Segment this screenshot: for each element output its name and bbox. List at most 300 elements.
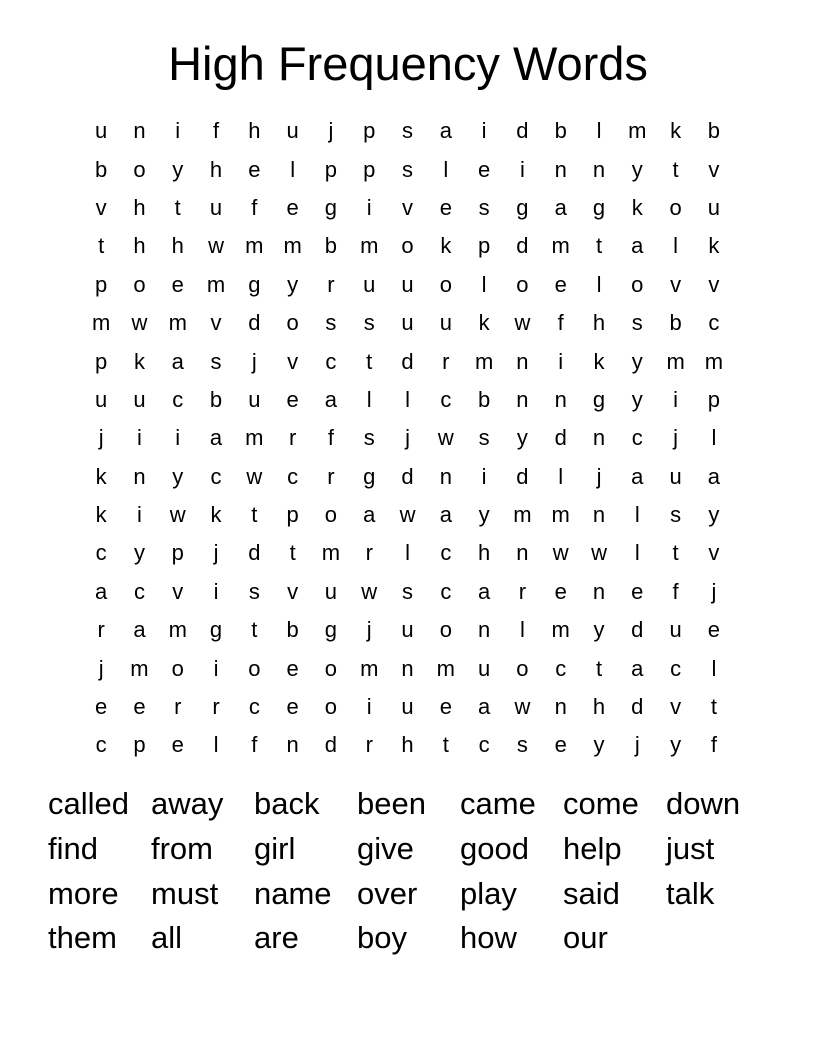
grid-letter: n <box>592 425 606 451</box>
grid-letter: v <box>95 194 107 220</box>
grid-row <box>82 726 733 764</box>
grid-letter: e <box>631 578 644 604</box>
grid-row <box>82 266 733 304</box>
grid-letter: g <box>363 463 376 489</box>
grid-letter: n <box>133 118 146 144</box>
grid-letter: c <box>555 655 567 681</box>
word-list-item: talk <box>666 875 715 911</box>
grid-letter: l <box>213 732 219 758</box>
grid-letter: r <box>327 463 335 489</box>
grid-letter: c <box>440 386 452 412</box>
grid-letter: o <box>439 271 452 297</box>
grid-letter: y <box>133 540 145 566</box>
grid-letter: m <box>628 118 647 144</box>
grid-letter: k <box>440 233 452 259</box>
grid-letter: p <box>363 156 376 182</box>
word-list-row <box>48 827 769 872</box>
grid-letter: o <box>516 655 529 681</box>
word-list-item: must <box>151 875 219 911</box>
grid-row <box>82 189 733 227</box>
grid-letter: o <box>324 694 338 720</box>
grid-letter: w <box>169 502 186 528</box>
grid-letter: k <box>593 348 605 374</box>
grid-letter: n <box>286 732 299 758</box>
grid-letter: s <box>248 578 260 604</box>
grid-letter: e <box>554 271 567 297</box>
grid-letter: i <box>175 118 181 144</box>
grid-letter: h <box>133 233 146 259</box>
grid-letter: c <box>631 425 643 451</box>
grid-letter: o <box>248 655 261 681</box>
grid-letter: v <box>670 694 682 720</box>
grid-letter: v <box>172 578 184 604</box>
grid-letter: e <box>286 694 299 720</box>
grid-letter: d <box>324 732 338 758</box>
grid-letter: a <box>439 502 452 528</box>
grid-letter: c <box>248 694 260 720</box>
grid-letter: j <box>328 118 334 144</box>
grid-letter: r <box>97 617 105 643</box>
grid-letter: i <box>213 578 219 604</box>
grid-letter: h <box>248 118 261 144</box>
grid-letter: n <box>592 156 606 182</box>
grid-letter: l <box>443 156 449 182</box>
word-list-item: play <box>460 875 517 911</box>
grid-letter: e <box>171 732 184 758</box>
grid-letter: o <box>324 502 338 528</box>
grid-letter: n <box>401 655 414 681</box>
grid-letter: h <box>592 310 606 336</box>
word-list-item: name <box>254 875 332 911</box>
word-list-item: are <box>254 920 299 956</box>
grid-letter: p <box>95 271 108 297</box>
grid-letter: m <box>245 425 264 451</box>
grid-letter: y <box>287 271 299 297</box>
grid-letter: d <box>554 425 567 451</box>
grid-letter: l <box>711 655 717 681</box>
grid-letter: s <box>478 194 490 220</box>
grid-letter: f <box>212 118 220 144</box>
grid-letter: k <box>95 502 107 528</box>
grid-letter: l <box>405 386 410 412</box>
grid-letter: e <box>286 194 299 220</box>
grid-letter: v <box>670 271 682 297</box>
grid-letter: d <box>248 310 261 336</box>
word-list-item: said <box>563 875 620 911</box>
grid-letter: m <box>168 310 187 336</box>
grid-letter: a <box>707 463 721 489</box>
grid-letter: m <box>474 348 494 374</box>
grid-letter: b <box>286 617 299 643</box>
grid-letter: s <box>363 425 375 451</box>
grid-letter: s <box>325 310 337 336</box>
grid-letter: u <box>707 194 721 220</box>
page-title: High Frequency Words <box>168 37 648 90</box>
word-list-item: down <box>666 786 741 821</box>
grid-letter: l <box>673 233 679 259</box>
grid-letter: l <box>711 425 717 451</box>
grid-letter: a <box>324 386 338 412</box>
grid-letter: b <box>324 233 338 259</box>
grid-letter: a <box>133 617 146 643</box>
grid-letter: u <box>95 118 108 144</box>
grid-letter: w <box>246 463 263 489</box>
word-list-item: good <box>460 830 529 866</box>
grid-letter: m <box>245 233 264 259</box>
grid-letter: d <box>631 694 644 720</box>
grid-letter: t <box>98 233 105 259</box>
grid-letter: s <box>402 578 414 604</box>
grid-row <box>82 227 733 265</box>
grid-letter: e <box>95 694 108 720</box>
grid-letter: y <box>670 732 682 758</box>
grid-letter: a <box>171 348 184 374</box>
grid-letter: t <box>595 655 603 681</box>
grid-letter: r <box>365 540 373 566</box>
grid-letter: i <box>481 463 487 489</box>
grid-letter: i <box>519 156 525 182</box>
grid-letter: s <box>478 425 490 451</box>
word-list-item: find <box>48 830 98 866</box>
grid-letter: j <box>673 425 679 451</box>
grid-letter: m <box>206 271 226 297</box>
word-list-item: boy <box>357 920 407 956</box>
grid-letter: a <box>554 194 567 220</box>
grid-letter: p <box>324 156 338 182</box>
grid-letter: n <box>516 348 529 374</box>
grid-letter: l <box>366 386 372 412</box>
grid-letter: a <box>631 463 644 489</box>
grid-letter: n <box>439 463 452 489</box>
word-list-row <box>48 782 769 827</box>
grid-letter: f <box>251 732 258 758</box>
grid-row <box>82 458 733 496</box>
grid-letter: a <box>363 502 376 528</box>
grid-letter: f <box>710 732 717 758</box>
word-list-row <box>48 916 769 961</box>
grid-letter: o <box>133 271 146 297</box>
grid-letter: k <box>708 233 720 259</box>
grid-letter: m <box>321 540 341 566</box>
grid-letter: h <box>401 732 414 758</box>
grid-letter: m <box>436 655 455 681</box>
grid-letter: j <box>634 732 640 758</box>
grid-letter: n <box>133 463 146 489</box>
grid-letter: t <box>672 540 679 566</box>
grid-letter: a <box>439 118 452 144</box>
grid-letter: w <box>514 310 531 336</box>
grid-letter: d <box>248 540 261 566</box>
grid-row <box>82 534 733 572</box>
grid-row <box>82 611 733 649</box>
grid-letter: a <box>209 425 223 451</box>
grid-letter: v <box>402 194 414 220</box>
grid-letter: u <box>95 386 108 412</box>
grid-row <box>82 112 733 150</box>
grid-letter: e <box>248 156 261 182</box>
word-search-grid <box>82 112 733 765</box>
grid-letter: f <box>327 425 334 451</box>
grid-letter: m <box>360 655 379 681</box>
grid-letter: r <box>365 732 373 758</box>
grid-row <box>82 304 733 342</box>
grid-letter: t <box>251 502 258 528</box>
grid-letter: e <box>286 655 299 681</box>
word-list-item: from <box>151 830 213 866</box>
word-list-item: help <box>563 830 622 866</box>
grid-letter: n <box>554 694 567 720</box>
grid-letter: w <box>514 694 531 720</box>
grid-letter: m <box>551 617 570 643</box>
grid-letter: u <box>324 578 338 604</box>
grid-letter: y <box>593 732 605 758</box>
grid-letter: c <box>478 732 490 758</box>
grid-letter: e <box>439 194 452 220</box>
grid-letter: m <box>283 233 302 259</box>
grid-letter: e <box>133 694 146 720</box>
grid-letter: l <box>290 156 296 182</box>
grid-letter: u <box>401 617 414 643</box>
grid-letter: t <box>442 732 449 758</box>
grid-letter: g <box>516 194 529 220</box>
grid-letter: d <box>516 118 529 144</box>
grid-letter: s <box>402 118 414 144</box>
grid-letter: f <box>251 194 258 220</box>
grid-letter: v <box>210 310 222 336</box>
grid-letter: m <box>91 310 111 336</box>
grid-letter: r <box>174 694 182 720</box>
grid-letter: i <box>366 694 372 720</box>
word-list-item: our <box>563 920 608 956</box>
grid-letter: u <box>401 694 414 720</box>
grid-letter: b <box>95 156 108 182</box>
grid-letter: j <box>251 348 257 374</box>
grid-letter: b <box>477 386 491 412</box>
grid-letter: w <box>399 502 416 528</box>
grid-letter: v <box>708 156 720 182</box>
grid-letter: u <box>286 118 299 144</box>
grid-letter: s <box>631 310 643 336</box>
grid-letter: w <box>552 540 569 566</box>
grid-letter: u <box>669 617 682 643</box>
grid-letter: g <box>209 617 223 643</box>
grid-letter: y <box>708 502 720 528</box>
grid-letter: i <box>213 655 219 681</box>
grid-letter: s <box>402 156 414 182</box>
grid-letter: k <box>478 310 490 336</box>
grid-letter: i <box>175 425 181 451</box>
grid-row <box>82 649 733 687</box>
word-list-item: all <box>151 920 183 956</box>
grid-letter: n <box>554 156 567 182</box>
grid-letter: j <box>596 463 602 489</box>
grid-letter: u <box>248 386 261 412</box>
grid-letter: b <box>669 310 682 336</box>
grid-letter: n <box>516 540 529 566</box>
grid-letter: c <box>287 463 299 489</box>
grid-row <box>82 150 733 188</box>
grid-letter: c <box>708 310 720 336</box>
grid-letter: j <box>366 617 372 643</box>
grid-letter: t <box>710 694 717 720</box>
grid-letter: a <box>631 655 644 681</box>
grid-letter: u <box>477 655 491 681</box>
grid-letter: r <box>288 425 297 451</box>
grid-letter: b <box>554 118 567 144</box>
word-list-item: just <box>666 830 715 866</box>
word-list-item: been <box>357 786 426 821</box>
grid-letter: r <box>212 694 220 720</box>
grid-letter: f <box>557 310 564 336</box>
grid-letter: k <box>133 348 145 374</box>
grid-letter: u <box>209 194 223 220</box>
grid-letter: y <box>593 617 605 643</box>
grid-letter: g <box>324 194 338 220</box>
grid-letter: l <box>519 617 525 643</box>
grid-letter: m <box>513 502 532 528</box>
grid-letter: h <box>477 540 491 566</box>
grid-letter: s <box>363 310 375 336</box>
grid-letter: v <box>287 348 299 374</box>
grid-letter: c <box>440 578 452 604</box>
grid-letter: p <box>477 233 491 259</box>
grid-letter: m <box>130 655 149 681</box>
grid-letter: e <box>477 156 491 182</box>
grid-letter: l <box>596 271 602 297</box>
grid-letter: y <box>631 348 643 374</box>
grid-letter: s <box>516 732 528 758</box>
grid-letter: b <box>209 386 223 412</box>
word-list-row <box>48 872 769 917</box>
grid-letter: i <box>481 118 487 144</box>
grid-letter: w <box>131 310 148 336</box>
grid-letter: o <box>516 271 529 297</box>
grid-letter: p <box>707 386 721 412</box>
grid-letter: p <box>133 732 146 758</box>
grid-letter: c <box>172 386 184 412</box>
grid-letter: n <box>554 386 567 412</box>
grid-letter: i <box>558 348 564 374</box>
grid-letter: w <box>591 540 607 566</box>
grid-letter: m <box>666 348 685 374</box>
word-list-item: came <box>460 786 536 821</box>
grid-letter: i <box>673 386 679 412</box>
grid-letter: c <box>95 732 107 758</box>
word-list-item: away <box>151 786 224 821</box>
grid-letter: r <box>442 348 450 374</box>
grid-letter: k <box>95 463 107 489</box>
grid-letter: y <box>478 502 490 528</box>
grid-letter: l <box>558 463 564 489</box>
grid-letter: d <box>516 463 529 489</box>
grid-letter: d <box>516 233 529 259</box>
grid-letter: m <box>551 502 570 528</box>
grid-letter: w <box>361 578 378 604</box>
grid-letter: m <box>704 348 724 374</box>
grid-letter: c <box>325 348 337 374</box>
grid-letter: c <box>133 578 145 604</box>
grid-row <box>82 688 733 726</box>
grid-letter: k <box>631 194 643 220</box>
grid-letter: d <box>401 348 414 374</box>
grid-letter: l <box>596 118 602 144</box>
grid-letter: g <box>248 271 261 297</box>
grid-letter: b <box>707 118 721 144</box>
grid-letter: c <box>210 463 222 489</box>
grid-letter: y <box>631 386 643 412</box>
word-list-item: them <box>48 920 117 956</box>
grid-row <box>82 342 733 380</box>
grid-letter: k <box>670 118 682 144</box>
grid-letter: d <box>401 463 414 489</box>
grid-letter: t <box>174 194 181 220</box>
word-list-item: how <box>460 920 517 956</box>
grid-letter: p <box>171 540 184 566</box>
grid-row <box>82 419 733 457</box>
grid-letter: c <box>440 540 452 566</box>
grid-letter: j <box>213 540 219 566</box>
grid-letter: o <box>133 156 146 182</box>
grid-letter: r <box>327 271 335 297</box>
grid-letter: e <box>707 617 721 643</box>
grid-letter: h <box>133 194 146 220</box>
grid-letter: o <box>669 194 682 220</box>
grid-letter: o <box>401 233 414 259</box>
grid-letter: g <box>592 386 606 412</box>
grid-letter: v <box>287 578 299 604</box>
grid-letter: k <box>210 502 222 528</box>
grid-letter: f <box>672 578 679 604</box>
grid-letter: j <box>405 425 410 451</box>
grid-letter: p <box>95 348 108 374</box>
grid-letter: l <box>634 502 640 528</box>
grid-letter: u <box>669 463 682 489</box>
grid-letter: w <box>208 233 224 259</box>
grid-letter: y <box>172 463 184 489</box>
grid-letter: e <box>554 578 567 604</box>
grid-letter: d <box>631 617 644 643</box>
grid-letter: u <box>363 271 376 297</box>
grid-letter: l <box>405 540 410 566</box>
grid-letter: t <box>595 233 603 259</box>
word-list-item: called <box>48 786 129 821</box>
grid-letter: u <box>133 386 146 412</box>
grid-letter: u <box>439 310 452 336</box>
grid-row <box>82 496 733 534</box>
grid-letter: o <box>324 655 338 681</box>
grid-letter: e <box>439 694 452 720</box>
grid-letter: u <box>401 271 414 297</box>
grid-letter: c <box>670 655 682 681</box>
grid-letter: s <box>210 348 222 374</box>
grid-letter: t <box>251 617 258 643</box>
grid-letter: j <box>98 425 104 451</box>
grid-letter: h <box>209 156 223 182</box>
word-list-item: girl <box>254 830 296 866</box>
grid-letter: n <box>592 578 606 604</box>
grid-letter: n <box>592 502 606 528</box>
grid-row <box>82 381 733 419</box>
grid-letter: o <box>171 655 184 681</box>
grid-letter: o <box>286 310 299 336</box>
grid-letter: i <box>137 425 142 451</box>
grid-letter: i <box>137 502 142 528</box>
word-list-item: over <box>357 875 418 911</box>
grid-letter: n <box>477 617 491 643</box>
word-list <box>48 782 769 961</box>
grid-letter: a <box>95 578 108 604</box>
grid-letter: e <box>286 386 299 412</box>
